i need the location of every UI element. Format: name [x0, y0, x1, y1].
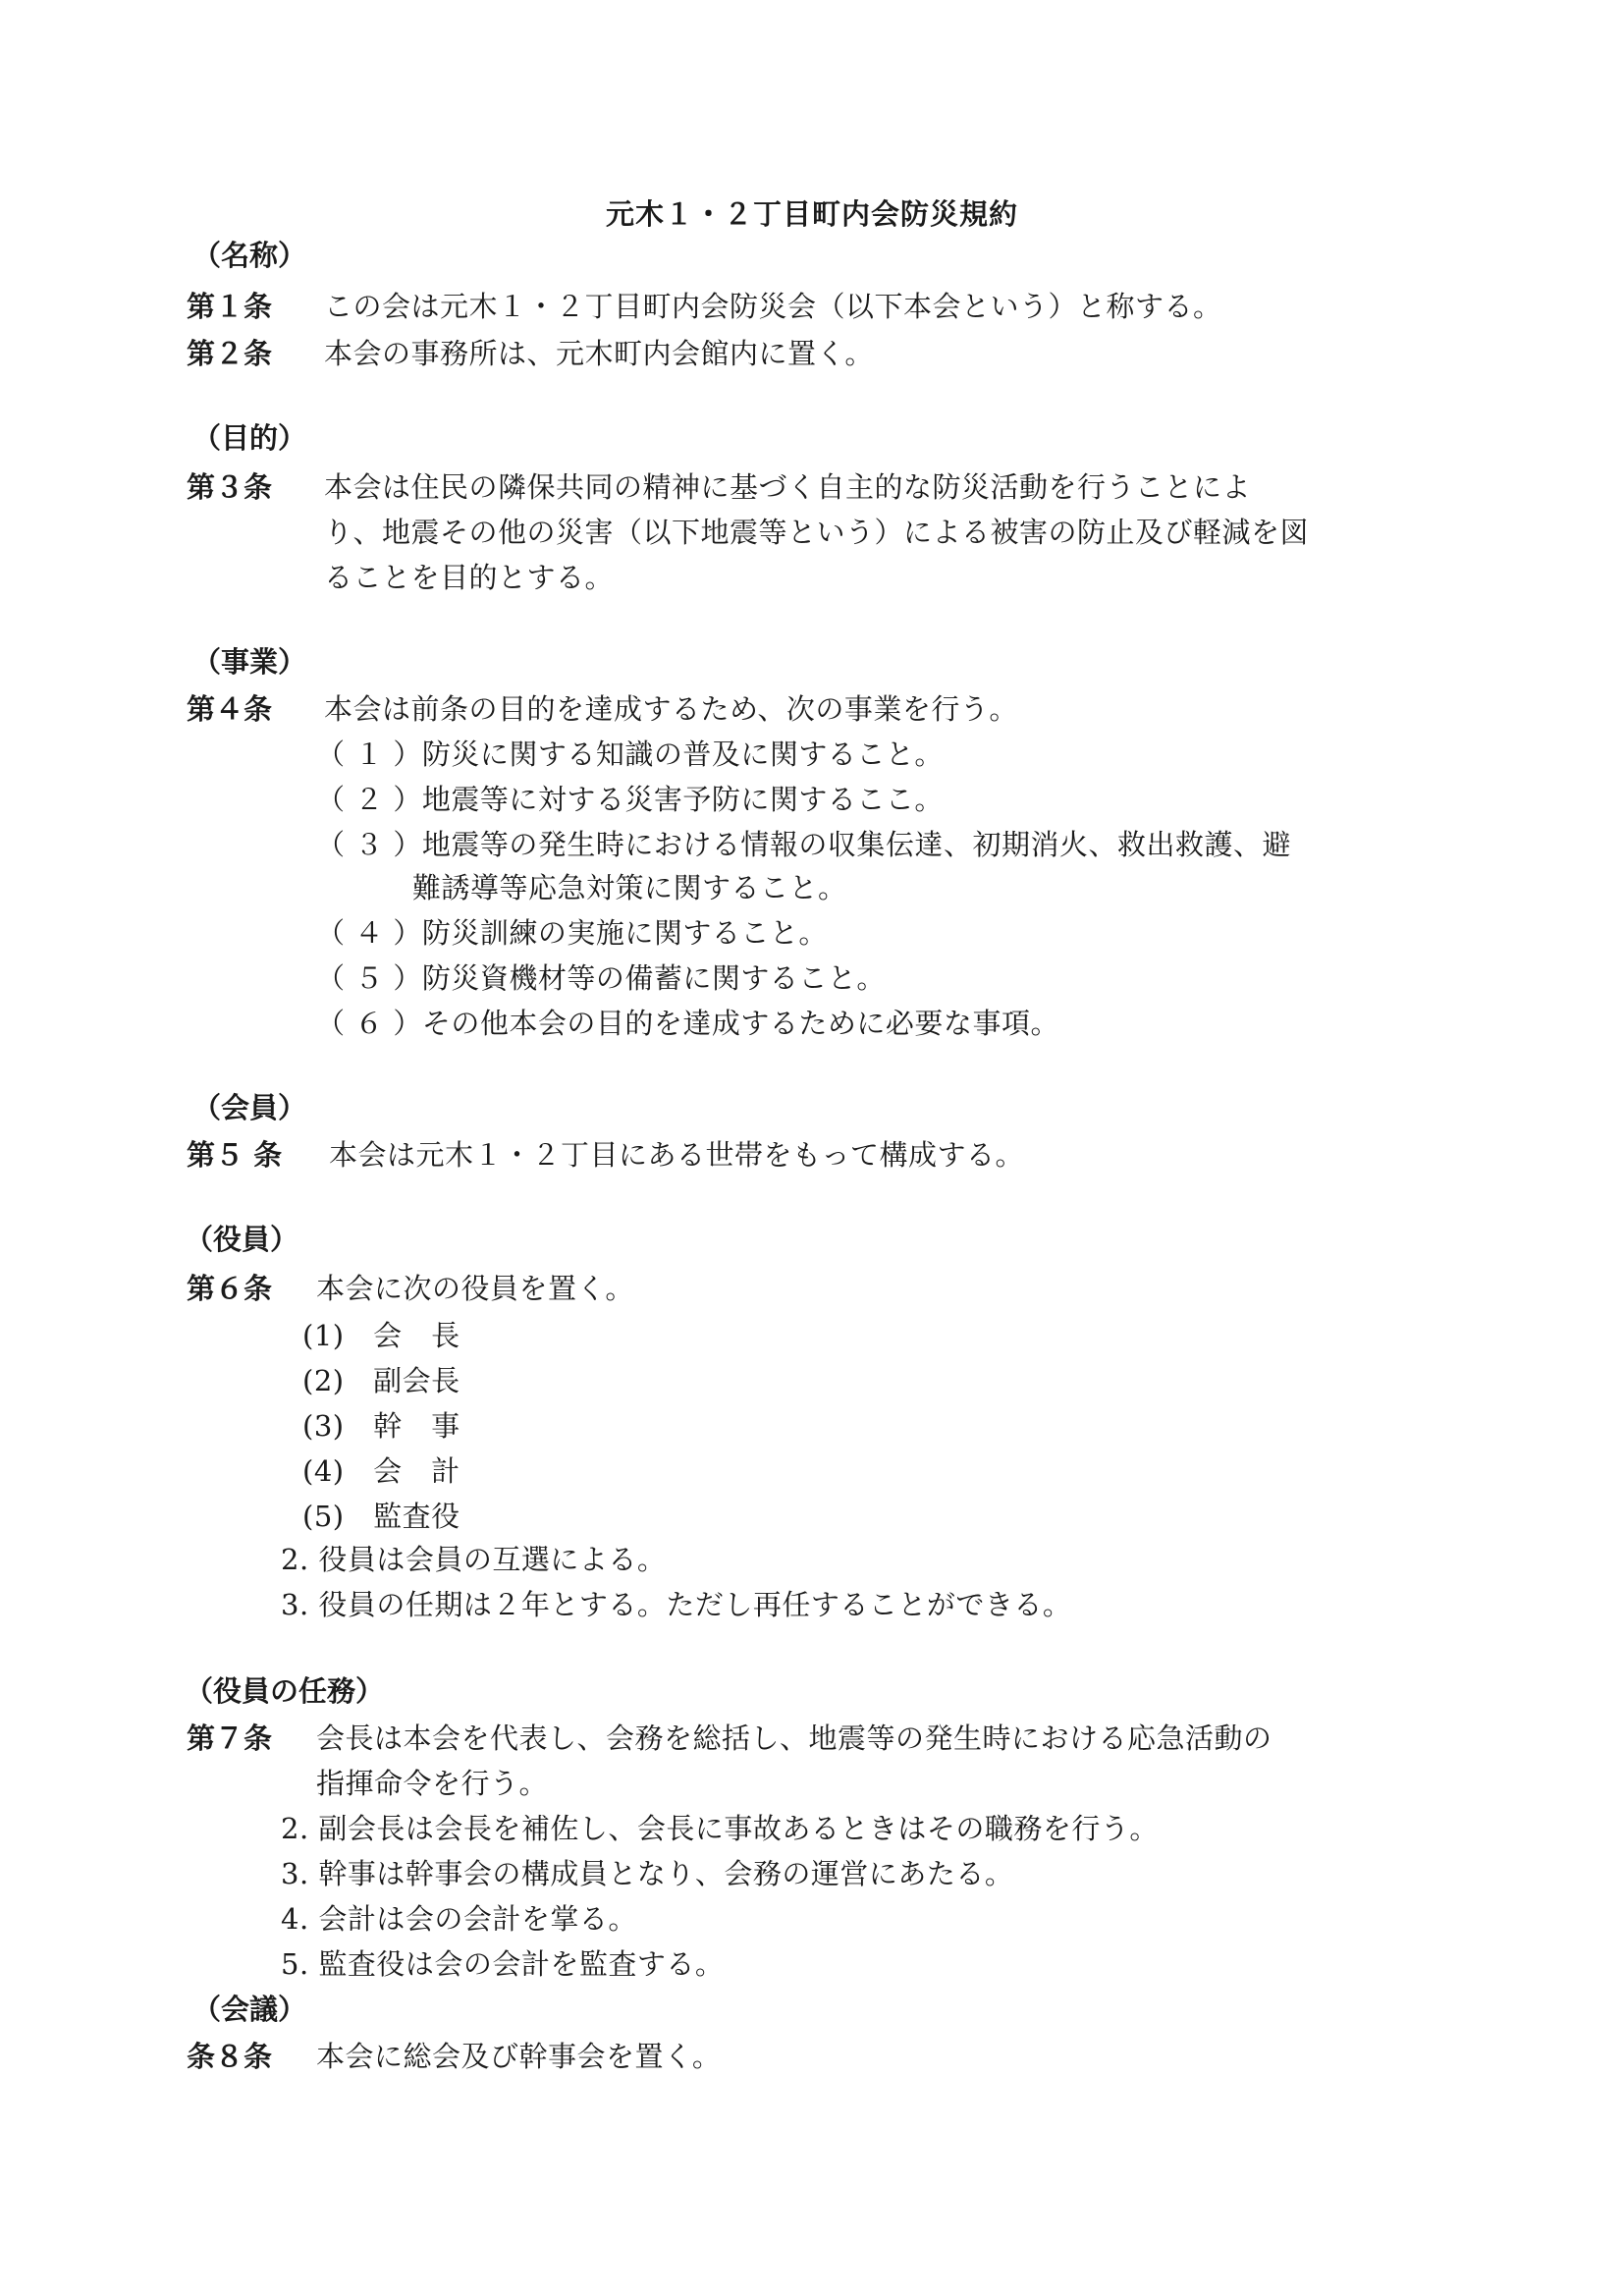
officer-role-1: (1) 会 長 [302, 1319, 460, 1352]
article-7-paragraph-4: 4. 会計は会の会計を掌る。 [281, 1902, 637, 1936]
article-7-label: 第７条 [187, 1722, 273, 1755]
article-8-label: 条８条 [187, 2040, 273, 2073]
article-5-text: 本会は元木１・２丁目にある世帯をもって構成する。 [329, 1138, 1025, 1172]
article-6-paragraph-3: 3. 役員の任期は２年とする。ただし再任することができる。 [281, 1588, 1072, 1621]
business-item-3-cont: 難誘導等応急対策に関すること。 [412, 871, 847, 904]
officer-role-3: (3) 幹 事 [302, 1409, 460, 1443]
article-7-line-2: 指揮命令を行う。 [316, 1767, 549, 1800]
article-3-line-1: 本会は住民の隣保共同の精神に基づく自主的な防災活動を行うことによ [324, 470, 1252, 504]
business-item-6: （ ６ ）その他本会の目的を達成するために必要な事項。 [316, 1007, 1059, 1040]
business-item-5: （ ５ ）防災資機材等の備蓄に関すること。 [316, 961, 886, 995]
article-1-label: 第１条 [187, 290, 273, 323]
business-item-3: （ ３ ）地震等の発生時における情報の収集伝達、初期消火、救出救護、避 [316, 828, 1291, 861]
article-7-paragraph-5: 5. 監査役は会の会計を監査する。 [281, 1947, 725, 1981]
section-heading-business: （事業） [192, 645, 307, 679]
section-heading-officers: （役員） [185, 1223, 299, 1256]
article-6-label: 第６条 [187, 1272, 273, 1305]
section-heading-purpose: （目的） [192, 421, 307, 455]
article-2-label: 第２条 [187, 337, 273, 370]
business-item-4: （ ４ ）防災訓練の実施に関すること。 [316, 916, 828, 950]
business-item-1: （ １ ）防災に関する知識の普及に関すること。 [316, 738, 944, 771]
officer-role-2: (2) 副会長 [302, 1364, 460, 1397]
article-1-text: この会は元木１・２丁目町内会防災会（以下本会という）と称する。 [324, 290, 1222, 323]
article-3-line-3: ることを目的とする。 [324, 561, 615, 594]
article-2-text: 本会の事務所は、元木町内会館内に置く。 [324, 337, 874, 370]
business-item-2: （ ２ ）地震等に対する災害予防に関するここ。 [316, 783, 944, 816]
article-5-label: 第５ 条 [187, 1138, 283, 1172]
article-6-paragraph-2: 2. 役員は会員の互選による。 [281, 1543, 667, 1576]
article-3-line-2: り、地震その他の災害（以下地震等という）による被害の防止及び軽減を図 [324, 516, 1310, 549]
article-3-label: 第３条 [187, 470, 273, 504]
section-heading-meetings: （会議） [192, 1993, 307, 2026]
article-4-label: 第４条 [187, 692, 273, 726]
section-heading-members: （会員） [192, 1091, 307, 1124]
article-8-text: 本会に総会及び幹事会を置く。 [316, 2040, 722, 2073]
section-heading-name: （名称） [192, 239, 307, 272]
article-7-paragraph-2: 2. 副会長は会長を補佐し、会長に事故あるときはその職務を行う。 [281, 1812, 1159, 1845]
article-7-paragraph-3: 3. 幹事は幹事会の構成員となり、会務の運営にあたる。 [281, 1857, 1014, 1890]
article-6-text: 本会に次の役員を置く。 [316, 1272, 634, 1305]
officer-role-4: (4) 会 計 [302, 1454, 460, 1488]
officer-role-5: (5) 監査役 [302, 1500, 460, 1533]
section-heading-officer-duties: （役員の任務） [185, 1674, 385, 1708]
article-7-line-1: 会長は本会を代表し、会務を総括し、地震等の発生時における応急活動の [316, 1722, 1272, 1755]
article-4-text: 本会は前条の目的を達成するため、次の事業を行う。 [324, 692, 1018, 726]
document-title: 元木１・２丁目町内会防災規約 [605, 197, 1018, 231]
